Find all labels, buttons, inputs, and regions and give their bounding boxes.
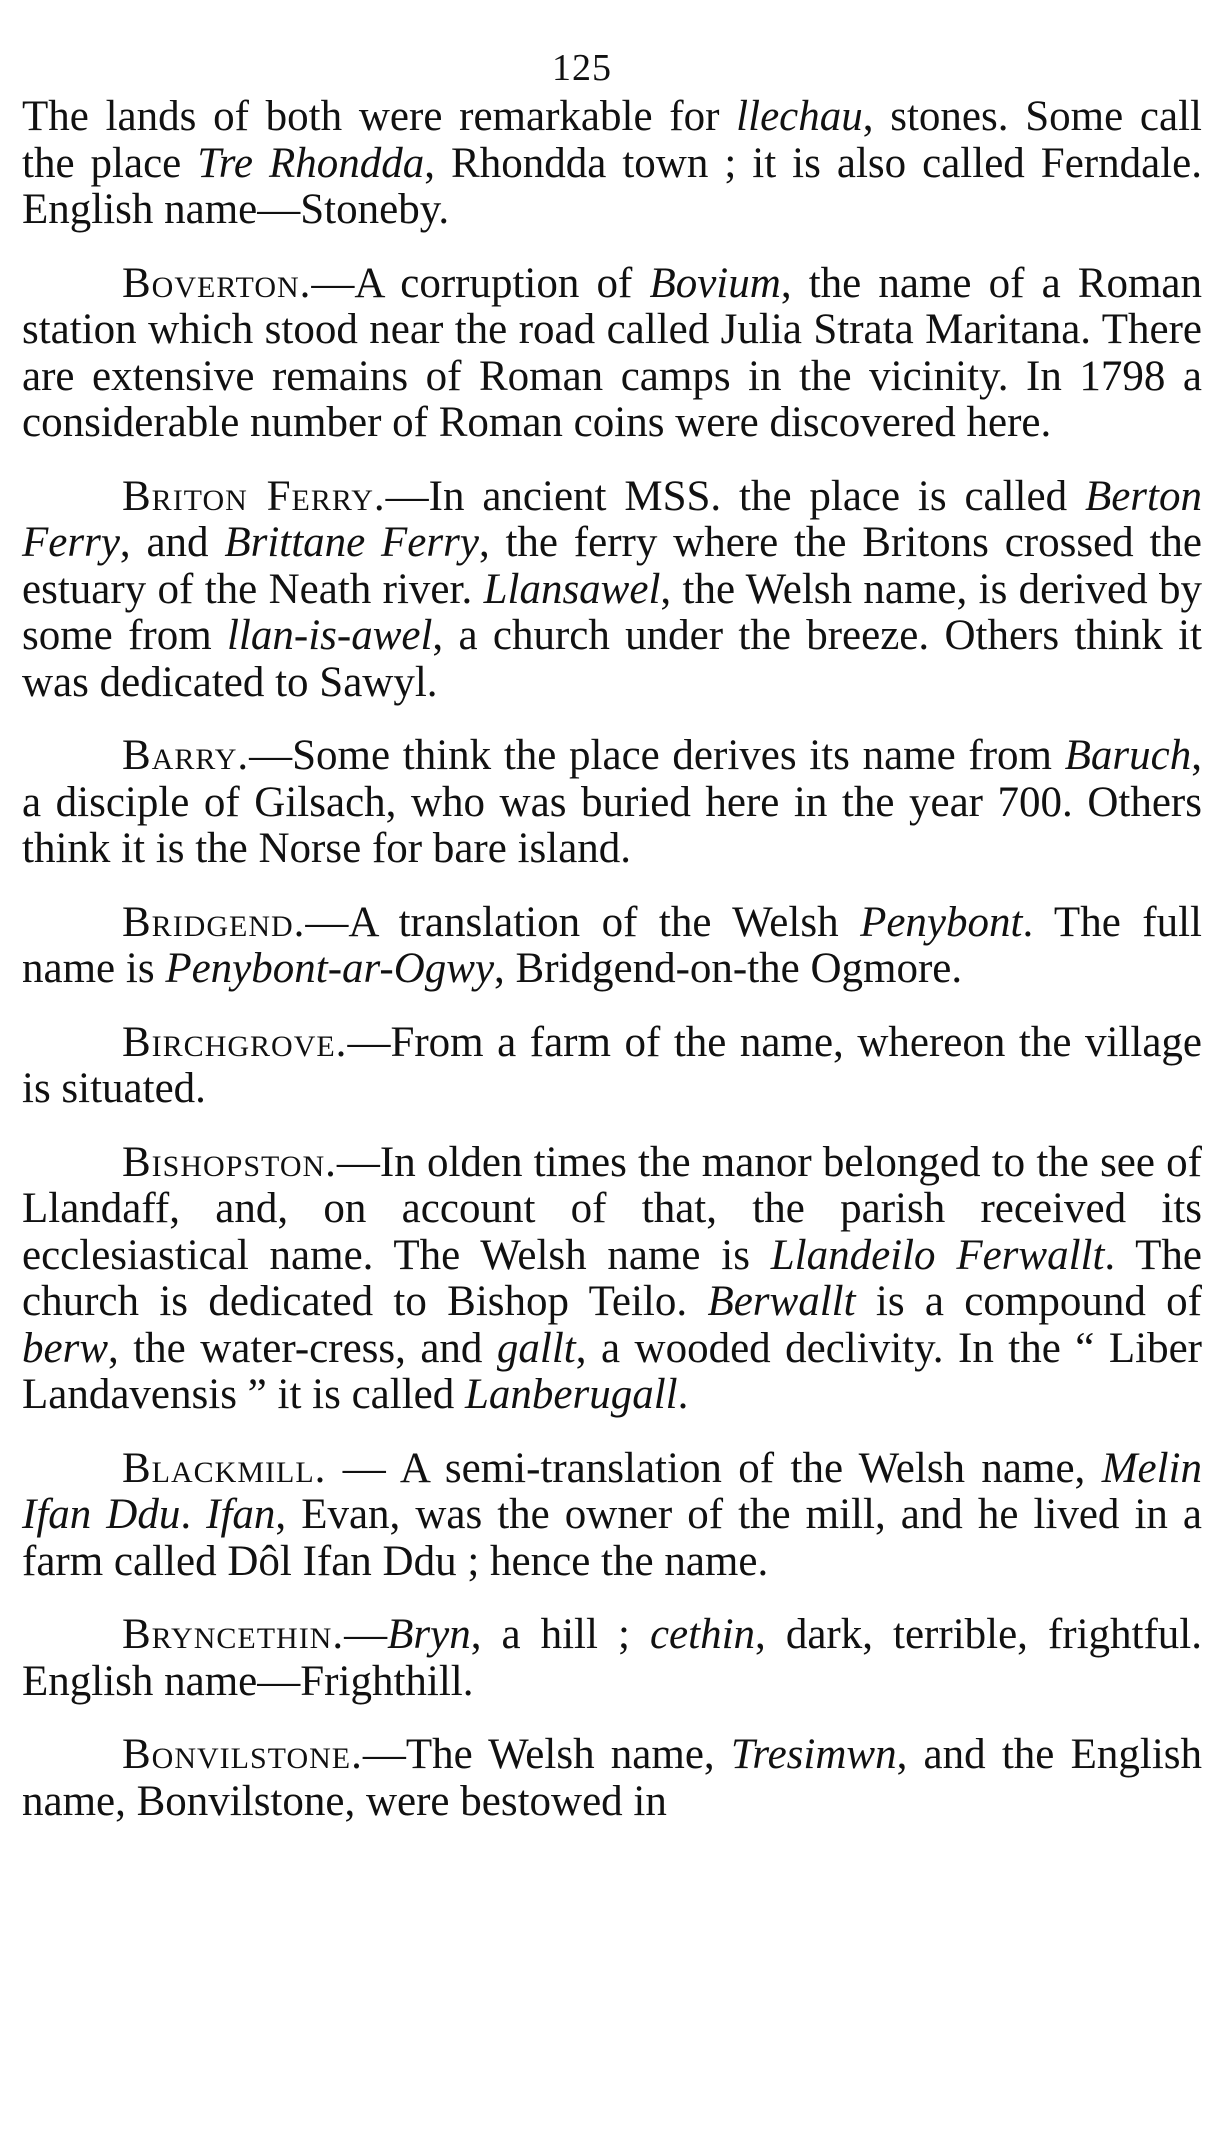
text-run: . <box>677 1371 689 1418</box>
italic-term: Penybont-ar-Ogwy <box>165 945 495 992</box>
entry-paragraph <box>22 1020 1202 1113</box>
page-number: 125 <box>552 47 612 89</box>
entry-paragraph <box>22 1732 1202 1825</box>
italic-term: Llansawel <box>483 565 661 613</box>
text-run: — <box>344 1611 388 1658</box>
italic-term: cethin <box>649 1611 756 1658</box>
italic-term: Berton Ferry <box>22 472 1202 566</box>
text-run: , the ferry where the Britons crossed the estuary of the Neath river. <box>22 519 1202 613</box>
text-run: —A corruption of <box>311 259 650 307</box>
entry-heading: Barry. <box>122 732 250 779</box>
entry-paragraph <box>22 1140 1202 1419</box>
entry-paragraph <box>22 1446 1202 1586</box>
text-run: . <box>180 1491 207 1538</box>
text-run: , a hill ; <box>470 1611 650 1658</box>
entry-paragraph <box>22 474 1202 707</box>
italic-term: Bovium <box>649 259 781 307</box>
italic-term: Lanberugall <box>465 1371 678 1418</box>
italic-term: llan-is-awel <box>226 612 433 659</box>
text-run: , the Welsh name, is derived by some from <box>22 565 1202 659</box>
text-run: , dark, terrible, frightful. English name—Frighthill. <box>22 1611 1203 1705</box>
italic-term: Tre Rhondda <box>197 139 425 187</box>
italic-term: Baruch <box>1064 732 1192 779</box>
entry-heading: Blackmill. <box>122 1444 327 1492</box>
text-run: , stones. Some call the place <box>22 93 1202 187</box>
italic-term: Berwallt <box>707 1278 856 1325</box>
italic-term: Llandeilo Ferwallt <box>770 1231 1105 1279</box>
text-run: , Rhondda town ; it is also called Ferndale. English name—Stoneby. <box>22 139 1202 233</box>
italic-term: Tresimwn <box>730 1731 897 1778</box>
text-run: . The church is dedicated to Bishop Teilo. <box>22 1231 1203 1325</box>
entry-heading: Boverton. <box>122 259 312 307</box>
text-run: , Bridgend-on-the Ogmore. <box>494 945 963 992</box>
italic-term: Bryn <box>387 1611 471 1658</box>
body-text <box>22 94 1202 1825</box>
text-run: —A translation of the Welsh <box>305 898 861 946</box>
entry-heading: Bryncethin. <box>122 1611 345 1658</box>
text-run: is a compound of <box>855 1278 1202 1325</box>
text-run: —From a farm of the name, whereon the village is situated. <box>22 1018 1202 1112</box>
text-run: —In olden times the manor belonged to the see of Llandaff, and, on account of that, the parish received its ecclesiastical name. The Welsh name is <box>22 1138 1202 1279</box>
text-run: , the water-cress, and <box>108 1324 497 1372</box>
entry-paragraph <box>22 733 1202 873</box>
italic-term: Brittane Ferry <box>224 519 479 566</box>
text-run: —In ancient MSS. the place is called <box>385 472 1085 520</box>
text-run: , the name of a Roman station which stood near the road called Julia Strata Maritana. There are extensive remains of Roman camps in the vicinity. In 1798 a considerable number of Roman coins were discovered here. <box>22 259 1202 446</box>
text-run: The lands of both were remarkable for <box>22 93 737 140</box>
text-run: , and the English name, Bonvilstone, were bestowed in <box>22 1731 1202 1825</box>
book-page <box>22 0 1202 2138</box>
italic-term: Ifan <box>206 1491 276 1538</box>
text-run: , Evan, was the owner of the mill, and he lived in a farm called Dôl Ifan Ddu ; hence the name. <box>22 1491 1203 1585</box>
text-run: , a disciple of Gilsach, who was buried here in the year 700. Others think it is the Norse for bare island. <box>22 732 1202 872</box>
text-run: — A semi-translation of the Welsh name, <box>326 1444 1102 1492</box>
text-run: , and <box>119 519 225 566</box>
text-run: , a church under the breeze. Others think it was dedicated to Sawyl. <box>22 612 1202 706</box>
italic-term: gallt <box>496 1324 576 1372</box>
italic-term: berw <box>22 1324 108 1372</box>
text-run: , a wooded declivity. In the “ Liber Landavensis ” it is called <box>22 1324 1202 1418</box>
entry-paragraph <box>22 261 1202 447</box>
entry-heading: Bridgend. <box>122 898 306 946</box>
entry-heading: Bonvilstone. <box>122 1731 363 1778</box>
text-run: —The Welsh name, <box>362 1731 731 1778</box>
entry-heading: Birchgrove. <box>122 1018 348 1066</box>
entry-heading: Bishopston. <box>122 1138 337 1186</box>
text-run: —Some think the place derives its name from <box>249 732 1065 779</box>
entry-paragraph <box>22 1612 1202 1705</box>
italic-term: Melin Ifan Ddu <box>22 1444 1202 1538</box>
italic-term: llechau <box>736 93 863 140</box>
text-run: . The full name is <box>22 898 1202 992</box>
entry-paragraph <box>22 900 1202 993</box>
continuation-paragraph <box>22 94 1202 234</box>
entry-heading: Briton Ferry. <box>122 472 386 520</box>
italic-term: Penybont <box>860 898 1023 946</box>
